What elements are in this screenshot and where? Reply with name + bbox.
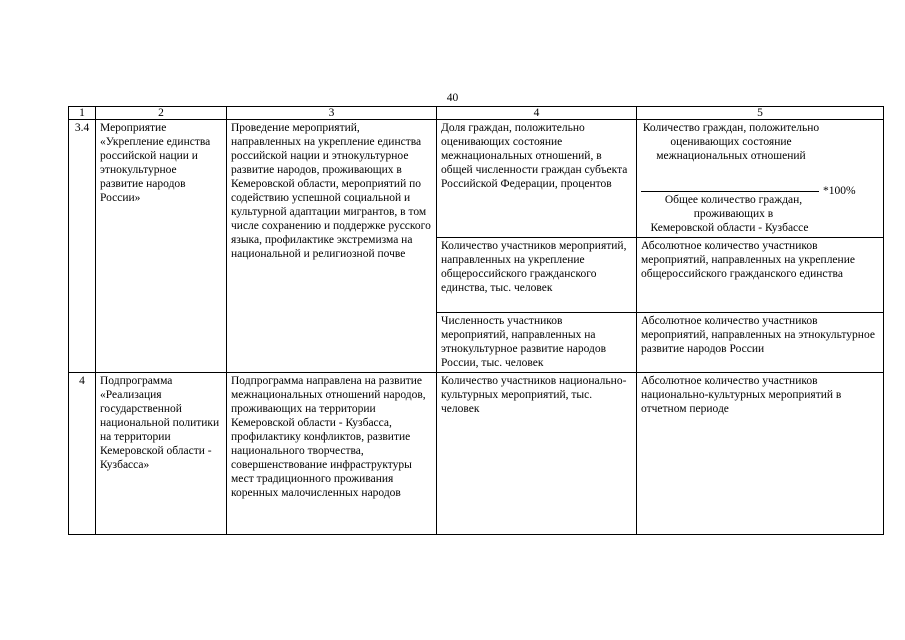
formula-denominator — [641, 193, 826, 235]
formula-multiplier: *100% — [823, 185, 856, 197]
subprogram-description: Подпрограмма направлена на развитие межнациональных отношений народов, проживающих на территории Кемеровской области - Кузбасса, профилактику конфликтов, развитие национального творчества, совершенствование инфраструктуры мест традиционного проживания коренных малочисленных народов — [227, 373, 437, 535]
formula-numerator: Количество граждан, положительно оценивающих состояние межнациональных отношений — [642, 122, 820, 162]
indicator-name: Численность участников мероприятий, направленных на этнокультурное развитие народов России, тыс. человек — [437, 313, 637, 373]
table-row — [69, 120, 884, 238]
header-cell-2: 2 — [96, 107, 227, 120]
row-number: 4 — [69, 373, 96, 535]
header-cell-1: 1 — [69, 107, 96, 120]
header-cell-5: 5 — [637, 107, 884, 120]
denominator-last-line: Кемеровской области - Кузбассе — [650, 222, 809, 234]
fraction-line — [641, 191, 819, 192]
indicator-method: Абсолютное количество участников национально-культурных мероприятий в отчетном периоде — [637, 373, 884, 535]
measure-name: Мероприятие «Укрепление единства российской нации и этнокультурное развитие народов России» — [96, 120, 227, 373]
row-number: 3.4 — [69, 120, 96, 373]
table-row — [69, 373, 884, 535]
denominator-text: Общее количество граждан, проживающих в — [664, 194, 803, 220]
indicator-name: Доля граждан, положительно оценивающих состояние межнациональных отношений, в общей численности граждан субъекта Российской Федерации, процентов — [437, 120, 637, 238]
indicator-method: Абсолютное количество участников мероприятий, направленных на укрепление общероссийского гражданского единства — [637, 238, 884, 313]
indicator-method: Абсолютное количество участников мероприятий, направленных на этнокультурное развитие народов России — [637, 313, 884, 373]
indicator-formula — [641, 121, 879, 234]
header-cell-4: 4 — [437, 107, 637, 120]
page-number: 40 — [446, 92, 459, 104]
indicator-name: Количество участников мероприятий, направленных на укрепление общероссийского гражданского единства, тыс. человек — [437, 238, 637, 313]
header-row — [69, 107, 884, 120]
header-cell-3: 3 — [227, 107, 437, 120]
indicator-formula-cell — [637, 120, 884, 238]
measures-table — [68, 106, 884, 535]
indicator-name: Количество участников национально-культурных мероприятий, тыс. человек — [437, 373, 637, 535]
subprogram-name: Подпрограмма «Реализация государственной национальной политики на территории Кемеровской области - Кузбасса» — [96, 373, 227, 535]
measure-description: Проведение мероприятий, направленных на укрепление единства российской нации и этнокультурное развитие народов, проживающих в Кемеровской области, мероприятий по содействию успешной социальной и культурной адаптации мигрантов, в том числе сохранению и поддержке русского языка, профилактике экстремизма на национальной и религиозной почве — [227, 120, 437, 373]
